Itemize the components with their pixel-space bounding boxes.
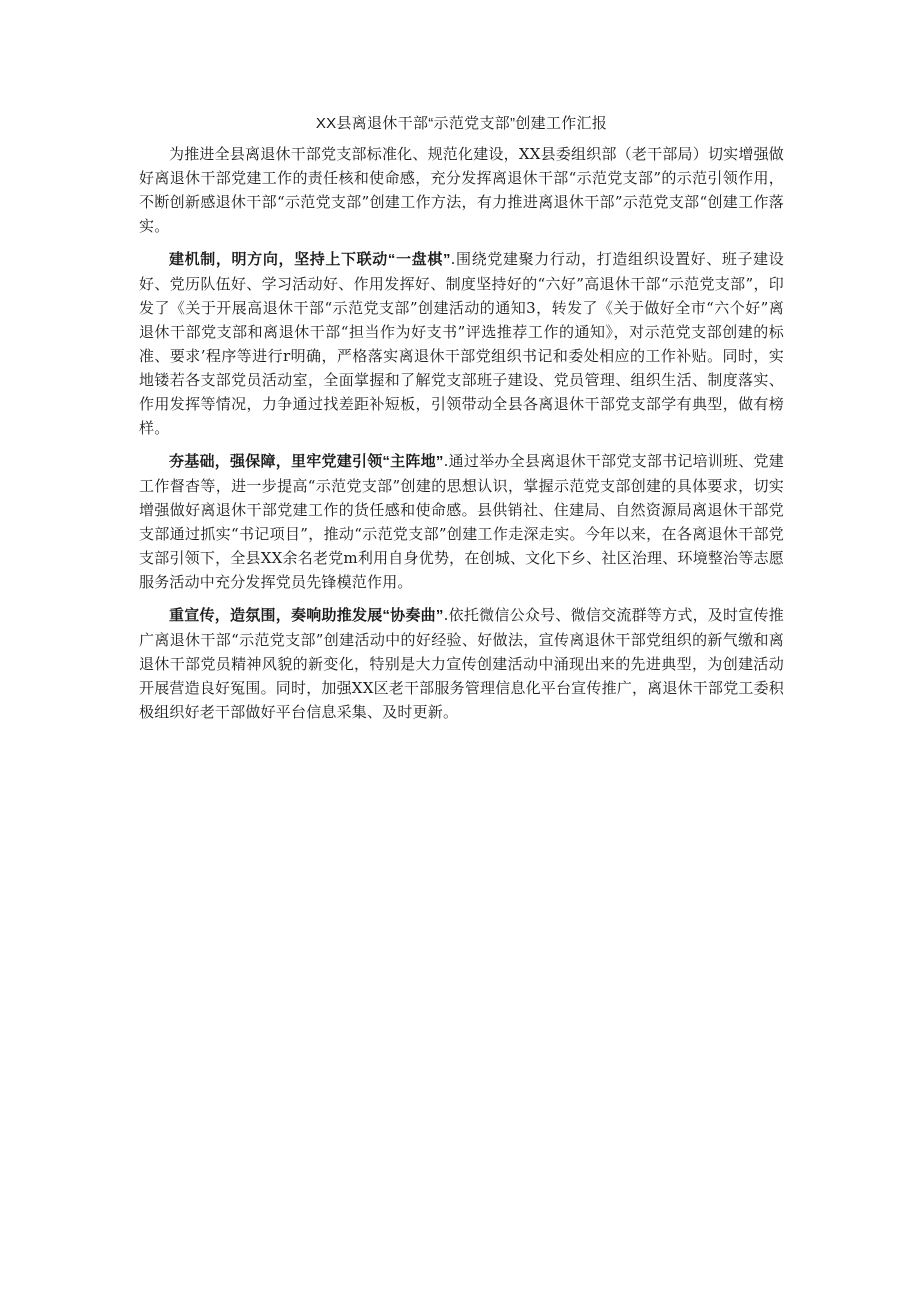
section-body-2: .通过举办全县离退休干部党支部书记培训班、党建工作督杳等，进一步提高“示范党支部”创建的思想认识，掌握示范党支部创建的具体要求，切实增强做好离退休干部党建工作的货任感和使命感。县供销社、住建局、自然资源局离退休干部党支部通过抓实“书记项目”，推动“示范党支部”创建工作走深走实。今年以来，在各离退休干部党支部引领下，全县XX余名老党m利用自身优势，在创城、文化下乡、社区治理、环境整治等志愿服务活动中充分发挥党员先锋模范作用。	[139, 452, 784, 591]
section-lead-2: 夯基础，强保障，里牢党建引领“主阵地”	[169, 453, 444, 470]
section-body-1: .围绕党建聚力行动，打造组织设置好、班子建设好、党历队伍好、学习活动好、作用发挥好、制度坚持好的“六好”高退休干部“示范党支部”，印发了《关于开展高退休干部“示范党支部”创建活动的通知3，转发了《关于做好全市“六个好”离退休干部党支部和离退休干部“担当作为好支书”评选推荐工作的通知》，对示范党支部创建的标准、要求’程序等进行r明确，严格落实离退休干部党组织书记和委处相应的工作补贴。同时，实地镂若各支部党员活动室，全面掌握和了解党支部班子建设、党员管理、组织生活、制度落实、作用发挥等情况，力争通过找差距补短板，引领带动全县各离退休干部党支部学有典型，做有榜样。	[139, 250, 784, 437]
document-title: XX县离退休干部“示范党支部”创建工作汇报	[315, 115, 608, 132]
section-lead-3: 重宣传，造氛围，奏响助推发展“协奏曲”	[169, 607, 444, 624]
section-body-3: .依托微信公众号、微信交流群等方式，及时宣传推广离退休干部“示范党支部”创建活动中的好经验、好做法，宣传离退休干部党组织的新气缴和离退休干部党员精神风貌的新变化，特别是大力宣传创建活动中涌现出来的先进典型，为创建活动开展营造良好冤围。同时，加强XX区老干部服务管理信息化平台宣传推广，离退休干部党工委积极组织好老干部做好平台信息采集、及时更新。	[139, 606, 784, 721]
section-paragraph-1	[139, 247, 784, 440]
section-lead-1: 建机制，明方向，坚持上下联动“一盘棋”	[169, 251, 451, 268]
document-body	[139, 112, 784, 733]
intro-paragraph: 为推进全县离退休干部党支部标准化、规范化建设，XX县委组织部（老干部局）切实增强做好离退休干部党建工作的责任核和使命感，充分发挥离退休干部“示范党支部”的示范引领作用，不断创新感退休干部“示范党支部”创建工作方法，有力推进离退休干部”示范党支部“创建工作落实。	[139, 145, 784, 235]
section-paragraph-2	[139, 449, 784, 594]
section-paragraph-3	[139, 603, 784, 724]
